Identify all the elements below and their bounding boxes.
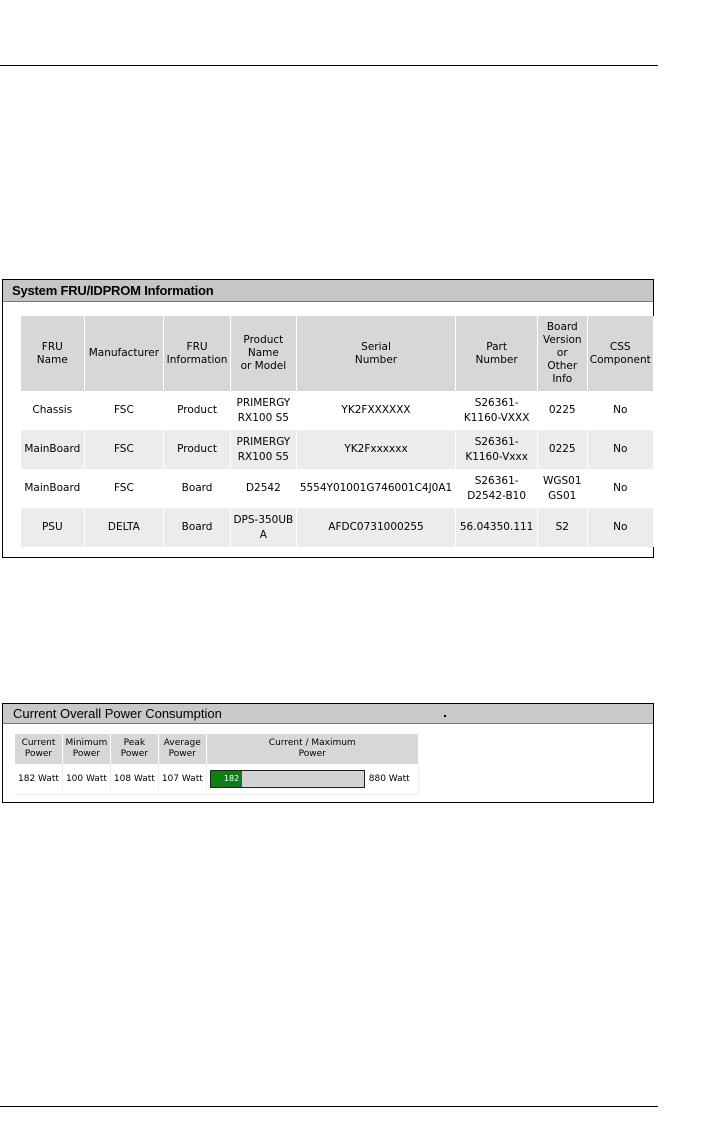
power-values-row: [15, 764, 419, 795]
header-line: Board: [546, 321, 578, 333]
header-line: Info: [552, 373, 573, 385]
cell-line: DPS-350UB: [233, 513, 294, 526]
cell-product-name: [231, 508, 297, 547]
cell-fru-information: Board: [164, 508, 231, 547]
header-current-maximum-power: [207, 734, 419, 764]
cell-board-version: [538, 430, 588, 469]
header-line: or: [556, 347, 568, 359]
header-product-name: [231, 316, 297, 391]
cell-line: S26361-: [474, 474, 519, 487]
cell-line: K1160-VXXX: [463, 411, 530, 424]
cell-fru-information: Product: [164, 391, 231, 430]
header-minimum-power: [63, 734, 111, 764]
fru-header-row: [21, 316, 654, 391]
cell-line: PRIMERGY: [236, 435, 291, 448]
peak-power-value: 108 Watt: [111, 764, 159, 795]
cell-serial-number: YK2Fxxxxxx: [297, 430, 456, 469]
header-fru-information: [164, 316, 231, 391]
header-fru-name: [21, 316, 85, 391]
header-line: Power: [298, 749, 326, 759]
cell-board-version: [538, 469, 588, 508]
cell-fru-name: Chassis: [21, 391, 85, 430]
header-line: Component: [589, 353, 651, 366]
table-row: [21, 469, 654, 508]
header-line: Peak: [123, 738, 146, 748]
header-line: Serial: [361, 340, 391, 353]
cell-serial-number: AFDC0731000255: [297, 508, 456, 547]
cell-serial-number: 5554Y01001G746001C4J0A1: [297, 469, 456, 508]
cell-serial-number: YK2FXXXXXX: [297, 391, 456, 430]
table-row: [21, 430, 654, 469]
cell-fru-name: MainBoard: [21, 469, 85, 508]
cell-part-number: [456, 391, 538, 430]
fru-panel: [2, 279, 654, 558]
header-line: Current / Maximum: [268, 738, 356, 748]
header-peak-power: [111, 734, 159, 764]
power-panel-title: Current Overall Power Consumption: [3, 704, 653, 724]
fru-table: [21, 316, 654, 547]
power-table: [15, 734, 419, 795]
cell-line: RX100 S5: [237, 411, 289, 424]
cell-line: RX100 S5: [237, 450, 289, 463]
header-current-power: [15, 734, 63, 764]
header-line: Number: [475, 353, 518, 366]
power-header-row: [15, 734, 419, 764]
cell-fru-name: PSU: [21, 508, 85, 547]
cell-line: S26361-: [474, 435, 519, 448]
header-line: Minimum: [65, 738, 108, 748]
cell-product-name: [231, 430, 297, 469]
cell-product-name: [231, 391, 297, 430]
header-part-number: [456, 316, 538, 391]
cell-css-component: No: [588, 430, 654, 469]
cell-part-number: [456, 469, 538, 508]
header-line: Product: [243, 334, 284, 346]
minimum-power-value: 100 Watt: [63, 764, 111, 795]
cell-line: WGS01: [542, 474, 582, 487]
header-serial-number: [297, 316, 456, 391]
footer-rule: [0, 1106, 658, 1107]
cell-manufacturer: FSC: [85, 430, 165, 469]
cell-fru-name: MainBoard: [21, 430, 85, 469]
cell-manufacturer: FSC: [85, 391, 165, 430]
maximum-power-value: 880 Watt: [368, 774, 410, 784]
cell-line: D2542-B10: [467, 489, 527, 502]
fru-table-body: [21, 391, 654, 547]
power-panel: [2, 703, 654, 803]
header-line: Part: [486, 340, 507, 353]
header-manufacturer: [85, 316, 165, 391]
header-css-component: [588, 316, 654, 391]
header-average-power: [159, 734, 207, 764]
header-line: FRU: [41, 340, 63, 353]
average-power-value: 107 Watt: [159, 764, 207, 795]
cell-board-version: [538, 391, 588, 430]
cell-css-component: No: [588, 391, 654, 430]
table-row: [21, 391, 654, 430]
power-bar-fill: 182: [211, 771, 243, 787]
cell-line: K1160-Vxxx: [465, 450, 528, 463]
cell-manufacturer: DELTA: [85, 508, 165, 547]
header-line: Power: [120, 749, 148, 759]
header-board-version: [538, 316, 588, 391]
cell-line: S26361-: [474, 396, 519, 409]
cell-line: 0225: [548, 443, 576, 455]
cell-part-number: [456, 508, 538, 547]
header-line: FRU: [186, 340, 208, 353]
cell-line: 0225: [548, 404, 576, 416]
header-line: Name: [36, 353, 68, 366]
stray-dot: [444, 715, 446, 717]
cell-fru-information: Board: [164, 469, 231, 508]
cell-product-name: [231, 469, 297, 508]
cell-line: D2542: [245, 482, 281, 494]
cell-line: A: [259, 528, 267, 541]
header-line: Information: [166, 353, 228, 366]
fru-panel-title: System FRU/IDPROM Information: [3, 280, 653, 302]
header-line: Other: [547, 360, 578, 372]
header-rule: [0, 65, 658, 66]
power-bar-cell: [207, 764, 419, 795]
cell-css-component: No: [588, 469, 654, 508]
current-power-value: 182 Watt: [15, 764, 63, 795]
header-line: Power: [24, 749, 53, 759]
header-line: Manufacturer: [88, 347, 160, 359]
header-line: Version: [542, 334, 582, 346]
cell-fru-information: Product: [164, 430, 231, 469]
cell-css-component: No: [588, 508, 654, 547]
header-line: CSS: [609, 340, 631, 353]
header-line: Current: [21, 738, 56, 748]
cell-line: GS01: [548, 489, 577, 502]
header-line: Power: [168, 749, 196, 759]
header-line: Average: [163, 738, 201, 748]
cell-board-version: [538, 508, 588, 547]
cell-manufacturer: FSC: [85, 469, 165, 508]
cell-line: 56.04350.111: [459, 521, 534, 533]
cell-part-number: [456, 430, 538, 469]
cell-line: PRIMERGY: [236, 396, 291, 409]
header-line: Power: [72, 749, 101, 759]
header-line: Number: [354, 353, 398, 366]
table-row: [21, 508, 654, 547]
header-line: Name: [247, 347, 279, 359]
header-line: or Model: [240, 360, 287, 372]
power-bar-track: [210, 770, 365, 788]
cell-line: S2: [555, 521, 569, 533]
